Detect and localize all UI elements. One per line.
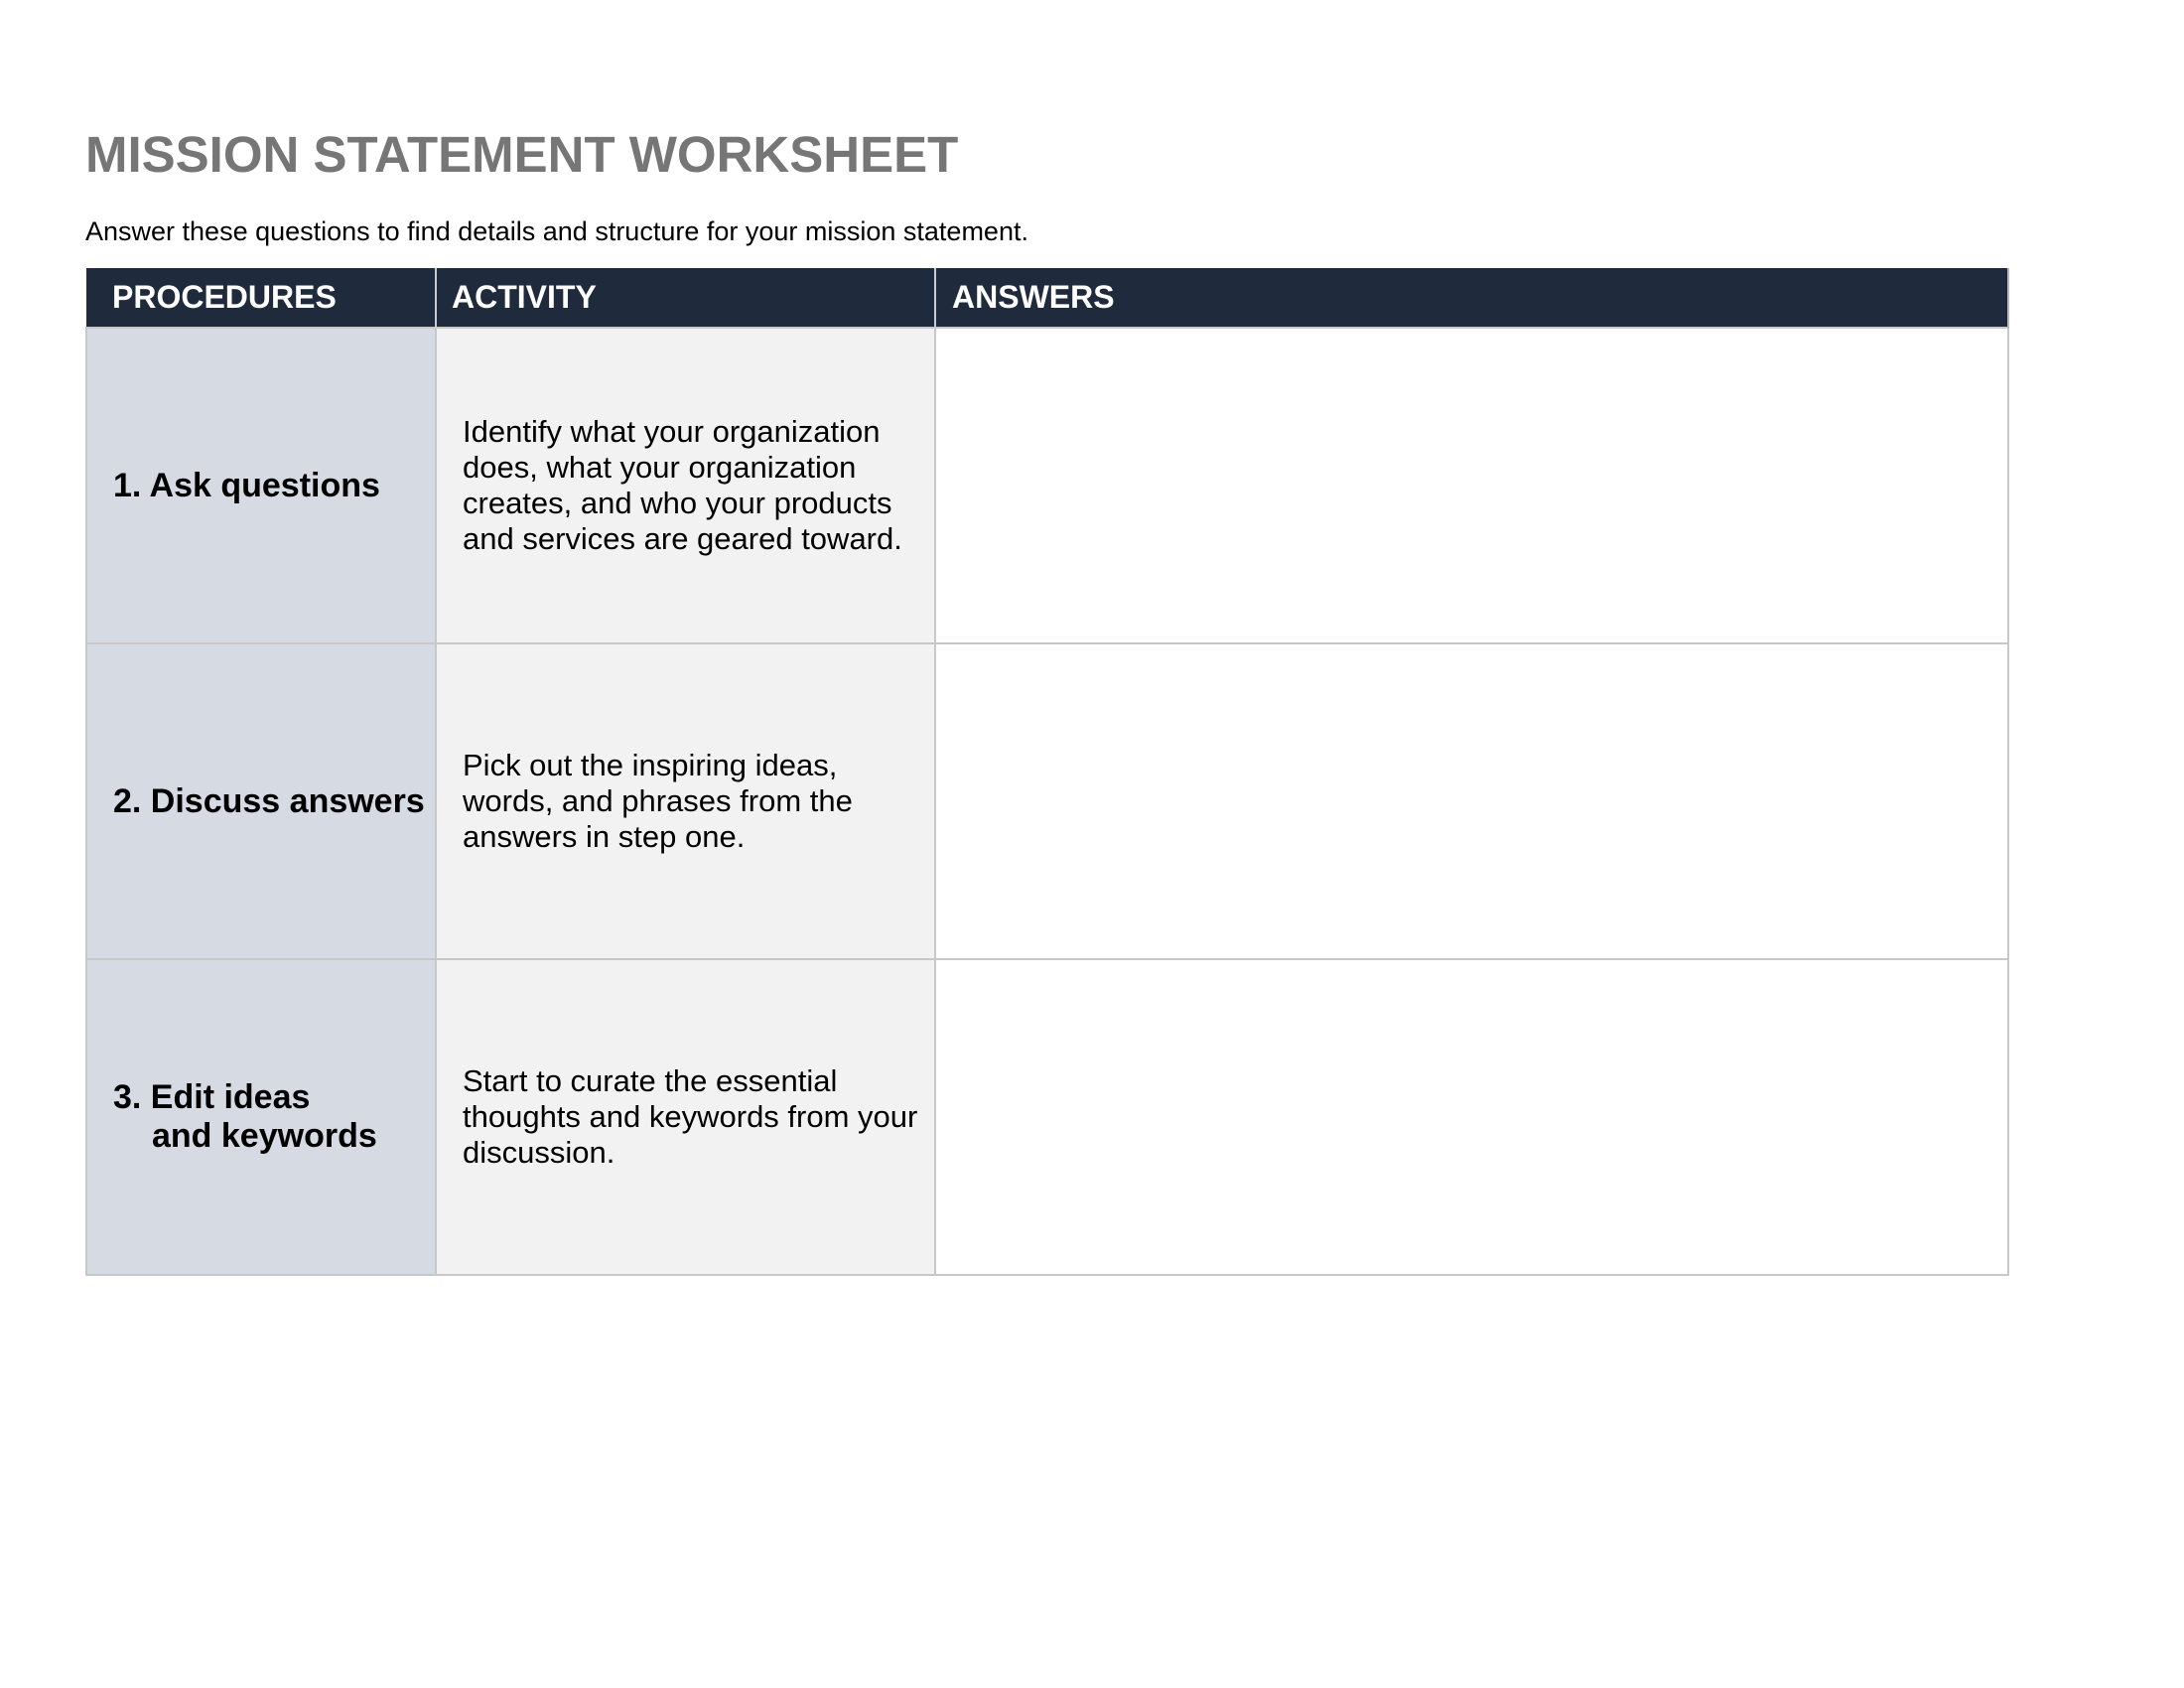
activity-cell: Pick out the inspiring ideas, words, and phrases from the answers in step one. [436,643,935,959]
procedure-cell [86,328,436,643]
procedure-label: 1. Ask questions [113,466,380,504]
header-activity: ACTIVITY [436,268,935,328]
answer-field[interactable] [935,643,2008,959]
activity-cell: Identify what your organization does, what your organization creates, and who your products and services are geared toward. [436,328,935,643]
procedure-cell [86,643,436,959]
procedure-label: 3. Edit ideas [113,1078,311,1116]
worksheet-table [85,268,2009,1276]
table-header-row [86,268,2008,328]
table-row [86,959,2008,1275]
procedure-label-continued: and keywords [152,1117,377,1155]
procedure-cell [86,959,436,1275]
page-title: MISSION STATEMENT WORKSHEET [85,126,959,183]
header-answers: ANSWERS [935,268,2008,328]
activity-cell: Start to curate the essential thoughts and keywords from your discussion. [436,959,935,1275]
header-procedures: PROCEDURES [86,268,436,328]
answer-field[interactable] [935,328,2008,643]
procedure-label: 2. Discuss answers [113,781,425,820]
table-row [86,643,2008,959]
table-row [86,328,2008,643]
answer-field[interactable] [935,959,2008,1275]
page-subtitle: Answer these questions to find details and structure for your mission statement. [85,216,1028,246]
